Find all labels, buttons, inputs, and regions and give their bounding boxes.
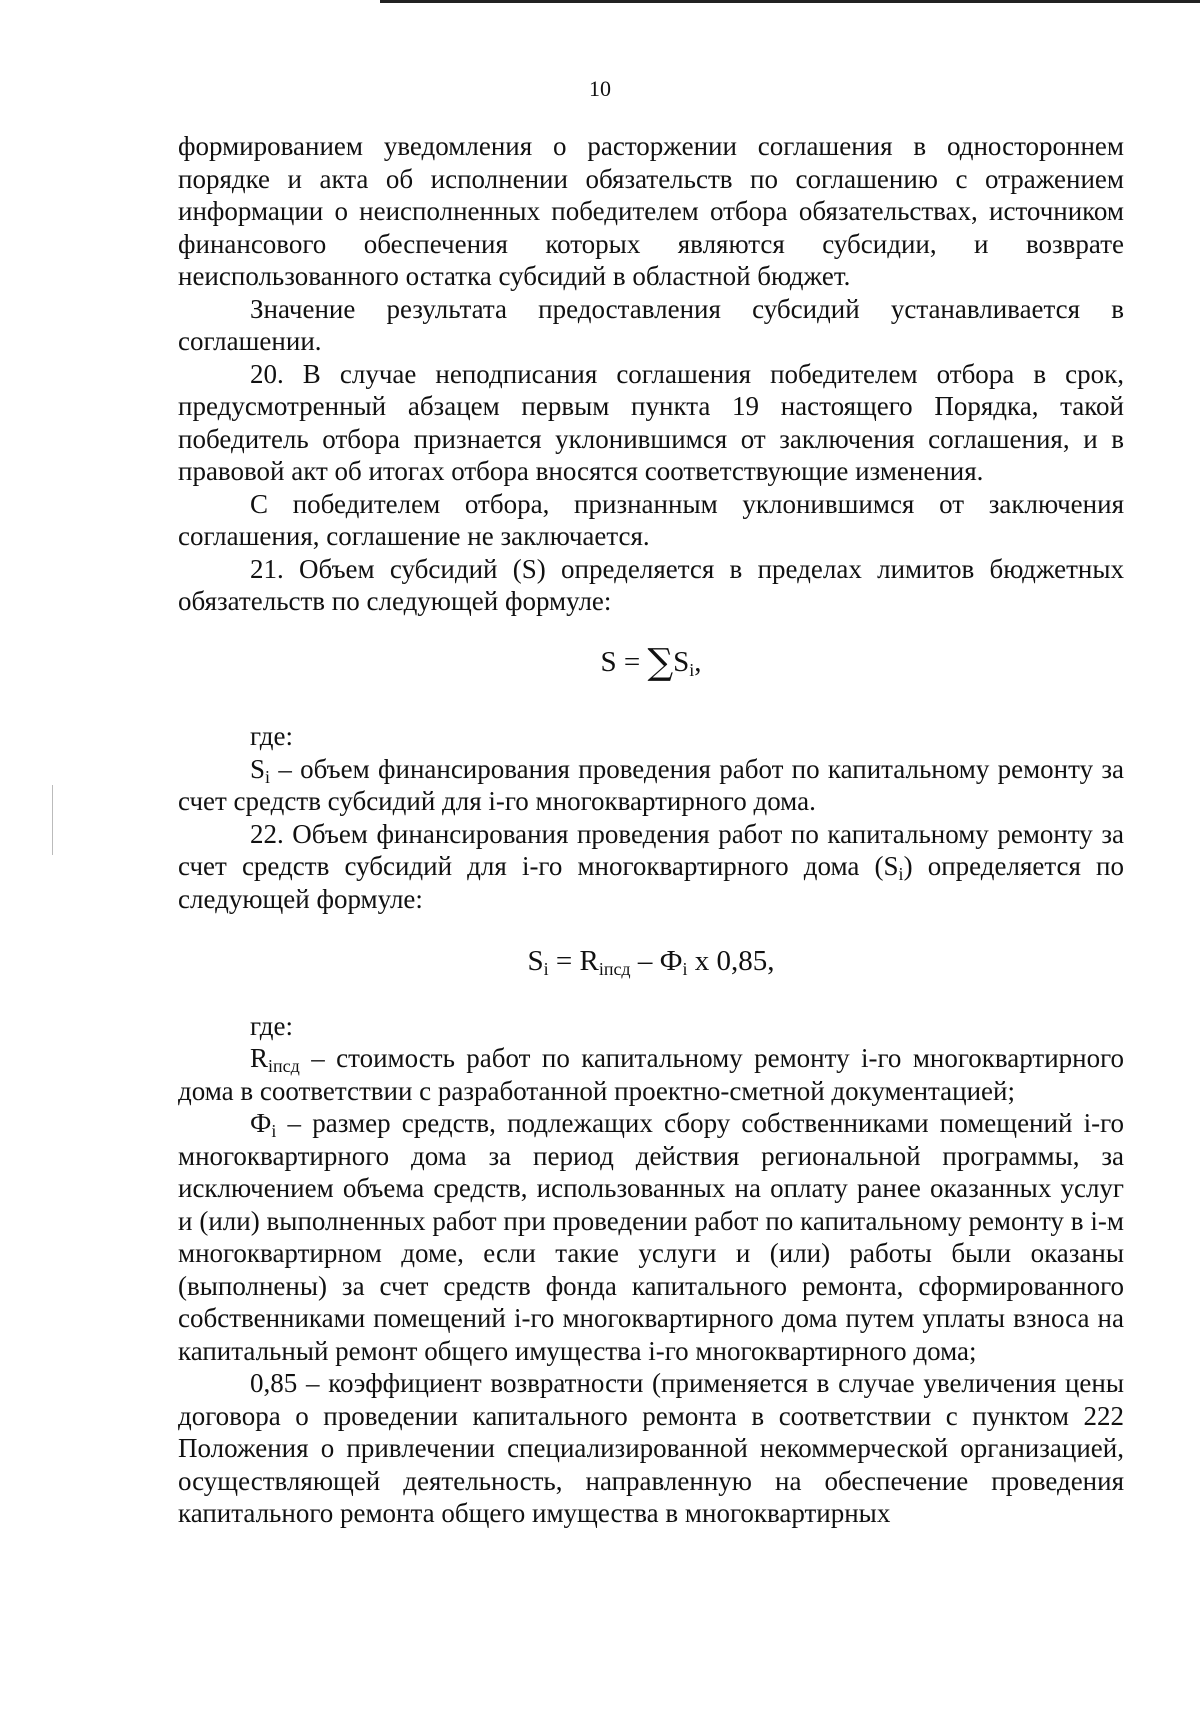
where-label-1: где: [250, 721, 293, 751]
definition-coefficient: 0,85 – коэффициент возвратности (применяется в случае увеличения цены договора о проведении капитального ремонта в соответствии с пунктом 222 Положения о привлечении специализированной некоммерческой организацией, осуществляющей деятельность, направленную на обеспечение проведения капитального ремонта общего имущества в многоквартирных [178, 1368, 1124, 1528]
definition-f: $Ф_i$ – размер средств, подлежащих сбору собственниками помещений i-го многоквартирного дома за период действия региональной программы, за исключением объема средств, использованных на оплату ранее оказанных услуг и (или) выполненных работ при проведении работ по капитальному ремонту в i-м многоквартирном доме, если такие услуги и (или) работы были оказаны (выполнены) за счет средств фонда капитального ремонта, сформированного собственниками помещений i-го многоквартирного дома путем уплаты взноса на капитальный ремонт общего имущества i-го многоквартирного дома; [178, 1108, 1124, 1366]
paragraph-item-20: 20. В случае неподписания соглашения победителем отбора в срок, предусмотренный абзацем первым пункта 19 настоящего Порядка, такой победитель отбора признается уклонившимся от заключения соглашения, и в правовой акт об итогах отбора вносятся соответствующие изменения. [178, 358, 1124, 486]
paragraph-result-value: Значение результата предоставления субсидий устанавливается в соглашении. [178, 293, 1124, 356]
document-body [178, 130, 1124, 1530]
definition-r: $R_{iпсд}$ – стоимость работ по капитальному ремонту i-го многоквартирного дома в соответствии с разработанной проектно-сметной документацией; [178, 1043, 1124, 1106]
paragraph-item-21: 21. Объем субсидий (S) определяется в пределах лимитов бюджетных обязательств по следующей формуле: [178, 553, 1124, 616]
scan-margin-mark [52, 785, 53, 855]
formula-subsidy-total: $S = \sum S_i$, [600, 641, 702, 683]
paragraph-evader: С победителем отбора, признанным уклонившимся от заключения соглашения, соглашение не заключается. [178, 488, 1124, 551]
page-number: 10 [589, 76, 611, 101]
definition-si: $S_i$ – объем финансирования проведения работ по капитальному ремонту за счет средств субсидий для i-го многоквартирного дома. [178, 753, 1124, 816]
top-border-line [380, 0, 1200, 3]
sigma-symbol: ∑ [647, 641, 674, 683]
formula-si: $S_i = R_{iпсд} - Ф_i$ х 0,85, [527, 945, 775, 979]
where-label-2: где: [250, 1010, 293, 1041]
paragraph-continuation: формированием уведомления о расторжении соглашения в одностороннем порядке и акта об исполнении обязательств по соглашению с отражением информации о неисполненных победителем отбора обязательствах, источником финансового обеспечения которых являются субсидии, и возврате неиспользованного остатка субсидий в областной бюджет. [178, 131, 1124, 291]
paragraph-item-22: 22. Объем финансирования проведения работ по капитальному ремонту за счет средств субсидий для i-го многоквартирного дома $(S_i)$ определяется по следующей формуле: [178, 818, 1124, 914]
